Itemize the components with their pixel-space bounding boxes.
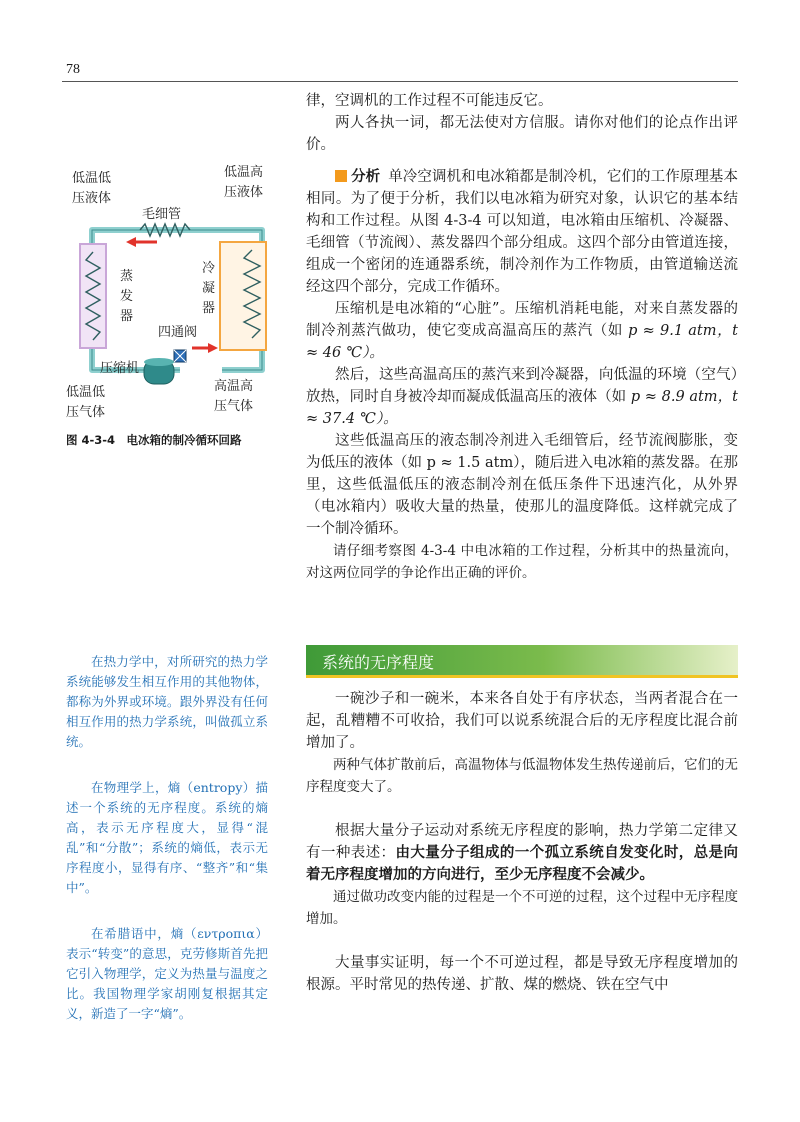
- paragraph-text: 根据大量分子运动对系统无序程度的影响，热力学第二定律又有一种表述：: [306, 823, 738, 861]
- paragraph: 通过做功改变内能的过程是一个不可逆的过程，这个过程中无序程度增加。: [306, 889, 738, 927]
- figure-caption: 图 4-3-4 电冰箱的制冷循环回路: [66, 433, 242, 447]
- paragraph-values: p ≈ 8.9 atm，t ≈ 37.4 ℃）。: [306, 389, 738, 427]
- paragraph-text: 压缩机是电冰箱的“心脏”。压缩机消耗电能，对来自蒸发器的制冷剂蒸汽做功，使它变成高温高压的蒸汽（如: [306, 301, 738, 339]
- law-statement: 由大量分子组成的一个孤立系统自发变化时，总是向着无序程度增加的方向进行，至少无序程度不会减少。: [306, 845, 739, 883]
- label-top-left-b: 压液体: [72, 191, 112, 206]
- page-number: 78: [66, 62, 80, 77]
- paragraph: [306, 820, 738, 886]
- paragraph: 请仔细考察图 4-3-4 中电冰箱的工作过程，分析其中的热量流向，对这两位同学的争论作出正确的评价。: [306, 543, 738, 581]
- label-top-left-a: 低温低: [72, 171, 112, 186]
- analysis-marker: [335, 170, 347, 182]
- refrigeration-cycle-figure: [62, 160, 292, 460]
- label-bottom-left-a: 低温低: [66, 385, 106, 400]
- paragraph: 大量事实证明，每一个不可逆过程，都是导致无序程度增加的根源。平时常见的热传递、扩散、煤的燃烧、铁在空气中: [306, 955, 738, 993]
- label-bottom-right-b: 压气体: [214, 399, 254, 414]
- section-title: 系统的无序程度: [322, 653, 435, 672]
- label-compressor: 压缩机: [100, 361, 140, 376]
- paragraph: 两种气体扩散前后，高温物体与低温物体发生热传递前后，它们的无序程度变大了。: [306, 757, 738, 795]
- label-bottom-right-a: 高温高: [214, 379, 254, 394]
- flow-arrow-top-head: [126, 237, 136, 247]
- label-top-right-b: 压液体: [224, 185, 264, 200]
- paragraph: 这些低温高压的液态制冷剂进入毛细管后，经节流阀膨胀，变为低压的液体（如 p ≈ 1.5 atm），随后进入电冰箱的蒸发器。在那里，这些低温低压的液态制冷剂在低压条件下迅速汽化，从外界（电冰箱内）吸收大量的热量，使那儿的温度降低。这样就完成了一个制冷循环。: [306, 433, 738, 537]
- flow-arrow-bottom-head: [208, 343, 218, 353]
- main-column: [306, 90, 738, 584]
- label-evaporator-1: 蒸: [120, 269, 134, 284]
- analysis-paragraph: [306, 166, 738, 298]
- label-condenser-2: 凝: [202, 281, 216, 296]
- label-evaporator-2: 发: [120, 289, 134, 304]
- analysis-text: 单冷空调机和电冰箱都是制冷机，它们的工作原理基本相同。为了便于分析，我们以电冰箱为研究对象，认识它的基本结构和工作过程。从图 4-3-4 可以知道，电冰箱由压缩机、冷凝器、毛细管（节流阀）、蒸发器四个部分组成。这四个部分由管道连接，组成一个密闭的连通器系统，制冷剂作为工作物质，由管道输送流经这四个部分，完成工作循环。: [306, 169, 739, 295]
- paragraph: 律，空调机的工作过程不可能违反它。: [306, 93, 553, 109]
- paragraph-values: p ≈ 9.1 atm，t ≈ 46 ℃）。: [306, 323, 739, 361]
- side-note: 在热力学中，对所研究的热力学系统能够发生相互作用的其他物体，都称为外界或环境。跟外界没有任何相互作用的热力学系统，叫做孤立系统。: [66, 654, 268, 749]
- label-evaporator-3: 器: [120, 309, 134, 324]
- side-note: 在希腊语中，熵（εντροπια）表示“转变”的意思，克劳修斯首先把它引入物理学，定义为热量与温度之比。我国物理学家胡刚复根据其定义，新造了一字“熵”。: [66, 926, 268, 1021]
- analysis-label: 分析: [351, 169, 381, 185]
- label-top-right-a: 低温高: [224, 165, 264, 180]
- refrigeration-diagram: [62, 160, 292, 440]
- paragraph-text: 然后，这些高温高压的蒸汽来到冷凝器，向低温的环境（空气）放热，同时自身被冷却而凝成低温高压的液体（如: [306, 367, 738, 405]
- header-rule: [62, 81, 738, 82]
- side-notes: [66, 652, 268, 1050]
- label-capillary: 毛细管: [142, 207, 182, 222]
- label-bottom-left-b: 压气体: [66, 405, 106, 420]
- section-heading: [306, 645, 738, 678]
- paragraph: [306, 298, 738, 364]
- label-condenser-1: 冷: [202, 261, 216, 276]
- label-condenser-3: 器: [202, 301, 216, 316]
- side-note: 在物理学上，熵（entropy）描述一个系统的无序程度。系统的熵高，表示无序程度大，显得“混乱”和“分散”；系统的熵低，表示无序程度小，显得有序、“整齐”和“集中”。: [66, 780, 268, 895]
- paragraph: [306, 364, 738, 430]
- paragraph: 两人各执一词，都无法使对方信服。请你对他们的论点作出评价。: [306, 115, 738, 153]
- section-body: [306, 688, 738, 996]
- label-four-way-valve: 四通阀: [158, 325, 198, 340]
- paragraph: 一碗沙子和一碗米，本来各自处于有序状态，当两者混合在一起，乱糟糟不可收拾，我们可以说系统混合后的无序程度比混合前增加了。: [306, 691, 738, 751]
